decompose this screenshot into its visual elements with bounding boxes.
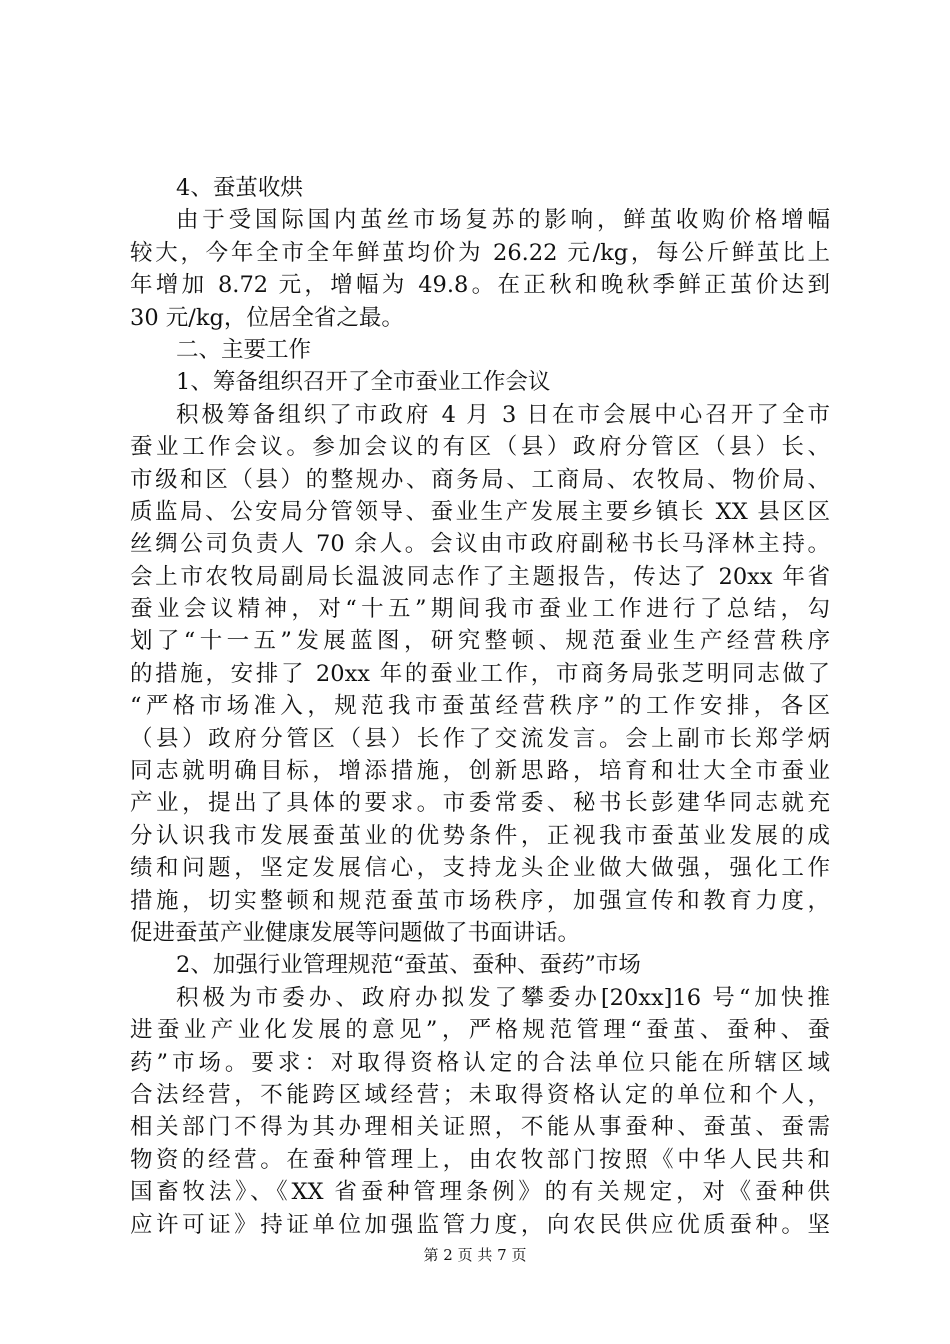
text-line: 质监局、公安局分管领导、蚕业生产发展主要乡镇长 XX 县区区	[130, 498, 830, 525]
text-line: 产业，提出了具体的要求。市委常委、秘书长彭建华同志就充	[130, 790, 830, 817]
text-line: 进蚕业产业化发展的意见”，严格规范管理“蚕茧、蚕种、蚕	[130, 1017, 830, 1044]
text-line: 会上市农牧局副局长温波同志作了主题报告，传达了 20xx 年省	[130, 563, 830, 590]
text-line: 丝绸公司负责人 70 余人。会议由市政府副秘书长马泽林主持。	[130, 531, 830, 558]
text-line: 4、蚕茧收烘	[176, 175, 303, 201]
text-line: 划了“十一五”发展蓝图，研究整顿、规范蚕业生产经营秩序	[130, 628, 830, 655]
text-line: 物资的经营。在蚕种管理上，由农牧部门按照《中华人民共和	[130, 1146, 830, 1173]
text-line: 促进蚕茧产业健康发展等问题做了书面讲话。	[130, 919, 581, 946]
text-line: 应许可证》持证单位加强监管力度，向农民供应优质蚕种。坚	[130, 1211, 830, 1238]
text-line: 同志就明确目标，增添措施，创新思路，培育和壮大全市蚕业	[130, 758, 830, 785]
text-line: 相关部门不得为其办理相关证照，不能从事蚕种、蚕茧、蚕需	[130, 1114, 830, 1141]
text-line: “严格市场准入，规范我市蚕茧经营秩序”的工作安排，各区	[130, 693, 830, 720]
text-line: 蚕业会议精神，对“十五”期间我市蚕业工作进行了总结，勾	[130, 596, 830, 623]
text-line: 由于受国际国内茧丝市场复苏的影响，鲜茧收购价格增幅	[176, 207, 830, 234]
text-line: 二、主要工作	[176, 336, 312, 363]
text-line: 较大，今年全市全年鲜茧均价为 26.22 元/kg，每公斤鲜茧比上	[130, 239, 830, 266]
text-line: 绩和问题，坚定发展信心，支持龙头企业做大做强，强化工作	[130, 855, 830, 882]
text-line: 蚕业工作会议。参加会议的有区（县）政府分管区（县）长、	[130, 434, 830, 461]
text-line: 1、筹备组织召开了全市蚕业工作会议	[176, 369, 551, 396]
text-line: 的措施，安排了 20xx 年的蚕业工作，市商务局张芝明同志做了	[130, 660, 830, 687]
text-line: 药”市场。要求：对取得资格认定的合法单位只能在所辖区域	[130, 1049, 830, 1076]
text-line: 合法经营，不能跨区域经营；未取得资格认定的单位和个人，	[130, 1081, 830, 1108]
text-line: 市级和区（县）的整规办、商务局、工商局、农牧局、物价局、	[130, 466, 830, 493]
text-line: （县）政府分管区（县）长作了交流发言。会上副市长郑学炳	[130, 725, 830, 752]
text-line: 积极为市委办、政府办拟发了攀委办[20xx]16 号“加快推	[176, 984, 830, 1011]
document-body	[130, 172, 830, 1241]
page-footer: 第 2 页 共 7 页	[423, 1246, 527, 1264]
text-line: 措施，切实整顿和规范蚕茧市场秩序，加强宣传和教育力度，	[130, 887, 830, 914]
text-line: 年增加 8.72 元，增幅为 49.8。在正秋和晚秋季鲜正茧价达到	[130, 272, 830, 299]
text-line: 30 元/kg，位居全省之最。	[130, 304, 404, 331]
text-line: 国畜牧法》、《XX 省蚕种管理条例》的有关规定，对《蚕种供	[130, 1179, 830, 1206]
text-line: 分认识我市发展蚕茧业的优势条件，正视我市蚕茧业发展的成	[130, 822, 830, 849]
text-line: 积极筹备组织了市政府 4 月 3 日在市会展中心召开了全市	[176, 401, 830, 428]
text-line: 2、加强行业管理规范“蚕茧、蚕种、蚕药”市场	[176, 952, 641, 979]
